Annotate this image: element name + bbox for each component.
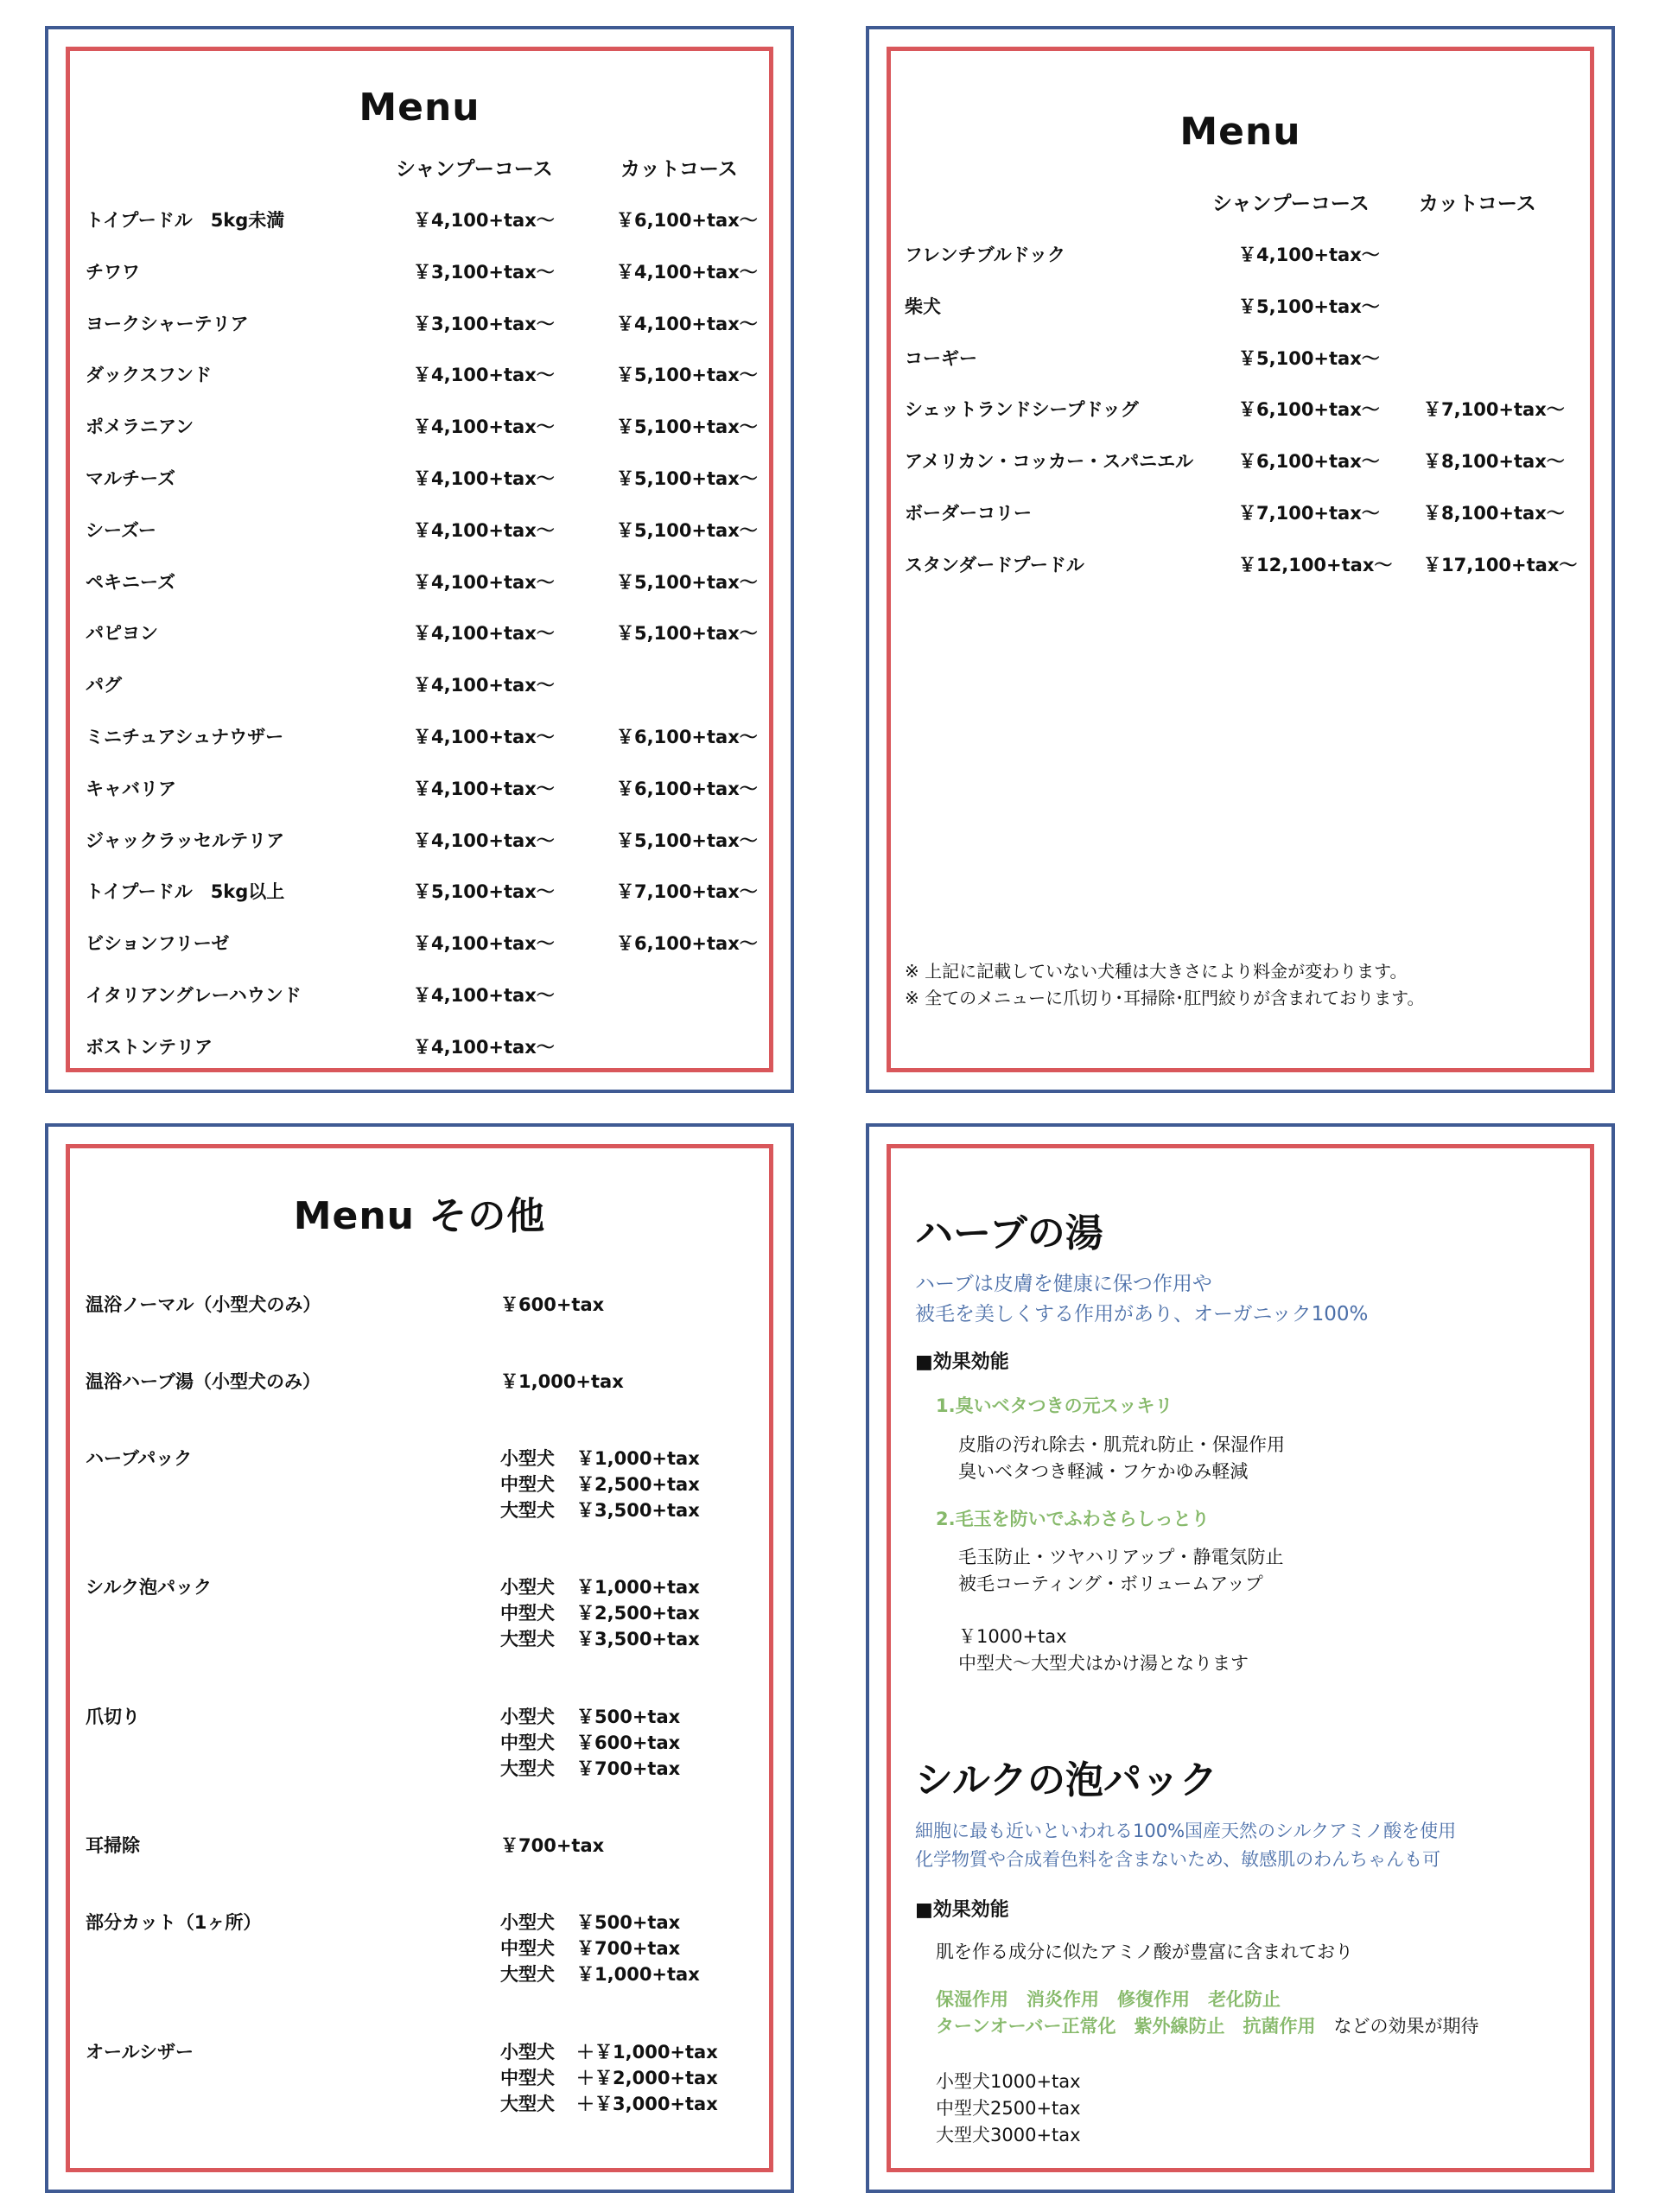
breed-name: ボーダーコリー <box>905 502 1032 524</box>
other-item-price <box>500 1445 700 1522</box>
shampoo-price: ￥4,100+tax～ <box>413 726 555 747</box>
other-item-price <box>500 1573 700 1651</box>
shampoo-price: ￥4,100+tax～ <box>413 416 555 438</box>
tier-price: ￥1,000+tax <box>576 1448 700 1469</box>
size-tier <box>500 2064 718 2090</box>
price-row <box>70 361 769 413</box>
shampoo-price: ￥4,100+tax～ <box>413 467 555 489</box>
other-item-price: ￥600+tax <box>500 1294 605 1315</box>
shampoo-price: ￥4,100+tax～ <box>413 365 555 386</box>
price-row <box>891 396 1590 448</box>
size-label: 中型犬 <box>500 1603 555 1624</box>
shampoo-price: ￥4,100+tax～ <box>413 571 555 593</box>
tier-price: ￥700+tax <box>576 1938 681 1959</box>
cut-price: ￥4,100+tax～ <box>616 313 758 334</box>
cut-price: ￥6,100+tax～ <box>616 933 758 955</box>
shampoo-price: ￥4,100+tax～ <box>413 623 555 645</box>
herb-title: ハーブの湯 <box>915 1211 1103 1255</box>
size-label: 小型犬 <box>500 2042 555 2063</box>
breed-name: トイプードル 5kg未満 <box>86 210 285 231</box>
herb-point-2: 2.毛玉を防いでふわさらしっとり <box>936 1509 1210 1529</box>
shampoo-price: ￥4,100+tax～ <box>413 675 555 696</box>
herb-intro-line: 被毛を美しくする作用があり、オーガニック100% <box>915 1303 1369 1325</box>
tier-price: ￥3,500+tax <box>576 1500 700 1521</box>
size-tier <box>500 1497 700 1522</box>
cut-price: ￥8,100+tax～ <box>1423 502 1565 524</box>
shampoo-price: ￥3,100+tax～ <box>413 261 555 283</box>
other-item-price <box>500 2038 718 2116</box>
price-row <box>70 878 769 930</box>
breed-name: チワワ <box>86 261 140 283</box>
price-row <box>70 569 769 620</box>
size-tier <box>500 2038 718 2064</box>
silk-intro-line: 細胞に最も近いといわれる100%国産天然のシルクアミノ酸を使用 <box>915 1821 1457 1841</box>
cut-course-header: カットコース <box>620 158 738 181</box>
size-label: 中型犬 <box>500 1938 555 1959</box>
silk-intro-line: 化学物質や合成着色料を含まないため、敏感肌のわんちゃんも可 <box>915 1849 1441 1870</box>
price-row <box>70 465 769 517</box>
cut-price: ￥6,100+tax～ <box>616 726 758 747</box>
tier-price: ￥2,500+tax <box>576 1474 700 1495</box>
herb-intro <box>915 1269 1368 1330</box>
size-tier <box>500 1625 700 1651</box>
tier-price: ￥3,500+tax <box>576 1629 700 1649</box>
price-row <box>70 723 769 775</box>
silk-title: シルクの泡パック <box>915 1758 1218 1802</box>
shampoo-price: ￥5,100+tax～ <box>1238 296 1380 317</box>
price-list <box>891 241 1590 603</box>
size-label: 大型犬 <box>500 1964 555 1985</box>
herb-price-line: ￥1000+tax <box>958 1626 1067 1647</box>
size-label: 大型犬 <box>500 1758 555 1779</box>
tier-price: ￥500+tax <box>576 1912 681 1933</box>
price-row <box>891 345 1590 397</box>
shampoo-price: ￥4,100+tax～ <box>413 1036 555 1058</box>
shampoo-price: ￥4,100+tax～ <box>413 830 555 851</box>
breed-name: ペキニーズ <box>86 571 175 593</box>
silk-prices <box>936 2069 1081 2149</box>
herb-intro-line: ハーブは皮膚を健康に保つ作用や <box>915 1273 1212 1295</box>
other-item-price: ￥700+tax <box>500 1835 605 1856</box>
price-row <box>891 551 1590 603</box>
shampoo-price: ￥5,100+tax～ <box>1238 347 1380 369</box>
size-label: 小型犬 <box>500 1448 555 1469</box>
size-label: 小型犬 <box>500 1577 555 1598</box>
tier-price: ￥600+tax <box>576 1732 681 1753</box>
other-menu-card-frame <box>66 1144 773 2172</box>
tier-price: ￥700+tax <box>576 1758 681 1779</box>
menu-title: Menu <box>359 86 480 130</box>
silk-price-line: 中型犬2500+tax <box>936 2098 1081 2119</box>
shampoo-price: ￥4,100+tax～ <box>413 778 555 799</box>
silk-effects-suffix: などの効果が期待 <box>1333 2016 1479 2037</box>
price-row <box>70 620 769 671</box>
price-row <box>70 517 769 569</box>
cut-price: ￥5,100+tax～ <box>616 571 758 593</box>
tier-price: ￥1,000+tax <box>576 1577 700 1598</box>
cut-price: ￥5,100+tax～ <box>616 623 758 645</box>
price-row <box>70 775 769 827</box>
cut-price: ￥8,100+tax～ <box>1423 451 1565 473</box>
breed-name: キャバリア <box>86 778 176 799</box>
herb-silk-card-frame <box>887 1144 1594 2172</box>
silk-intro <box>915 1817 1456 1874</box>
menu-card-1-frame <box>66 47 773 1072</box>
price-row <box>70 671 769 723</box>
other-item-name: シルク泡パック <box>86 1577 213 1598</box>
breed-name: パピヨン <box>86 623 158 645</box>
silk-effects-text: 肌を作る成分に似たアミノ酸が豊富に含まれており <box>936 1942 1353 1962</box>
size-tier <box>500 1935 700 1961</box>
silk-price-line: 小型犬1000+tax <box>936 2071 1081 2092</box>
price-row <box>70 982 769 1033</box>
breed-name: スタンダードプードル <box>905 554 1084 575</box>
shampoo-course-header: シャンプーコース <box>396 158 553 181</box>
price-list <box>70 207 769 1072</box>
breed-name: ダックスフンド <box>86 365 212 386</box>
herb-point-2-text <box>958 1544 1284 1598</box>
breed-name: シーズー <box>86 519 156 541</box>
breed-name: ヨークシャーテリア <box>86 313 249 334</box>
price-row <box>891 293 1590 345</box>
shampoo-price: ￥6,100+tax～ <box>1238 399 1380 421</box>
size-label: 大型犬 <box>500 1500 555 1521</box>
other-menu-title: Menu その他 <box>293 1194 546 1238</box>
other-item-price <box>500 1703 680 1781</box>
other-item-price: ￥1,000+tax <box>500 1371 624 1392</box>
other-item-name: オールシザー <box>86 2042 194 2063</box>
tier-price: ＋￥2,000+tax <box>576 2068 718 2088</box>
silk-effects-heading: ■効果効能 <box>915 1899 1009 1921</box>
other-item-name: ハーブパック <box>86 1448 193 1469</box>
other-item-name: 爪切り <box>86 1707 140 1727</box>
silk-effects-green-line: 保湿作用 消炎作用 修復作用 老化防止 <box>936 1989 1281 2010</box>
price-row <box>70 258 769 310</box>
size-label: 中型犬 <box>500 1732 555 1753</box>
price-row <box>891 448 1590 499</box>
herb-point-2-line: 被毛コーティング・ボリュームアップ <box>958 1573 1263 1594</box>
other-item-name: 部分カット（1ヶ所） <box>86 1912 262 1933</box>
breed-name: 柴犬 <box>905 296 941 317</box>
shampoo-price: ￥7,100+tax～ <box>1238 502 1380 524</box>
size-tier <box>500 1445 700 1471</box>
shampoo-price: ￥4,100+tax～ <box>413 210 555 231</box>
breed-name: ビションフリーゼ <box>86 933 230 955</box>
cut-price: ￥5,100+tax～ <box>616 519 758 541</box>
other-item-price <box>500 1909 700 1986</box>
size-tier <box>500 2090 718 2116</box>
price-row <box>70 310 769 362</box>
size-tier <box>500 1471 700 1497</box>
other-item-name: 温浴ノーマル（小型犬のみ） <box>86 1294 321 1315</box>
cut-price: ￥6,100+tax～ <box>616 778 758 799</box>
herb-point-2-line: 毛玉防止・ツヤハリアップ・静電気防止 <box>958 1547 1284 1567</box>
tier-price: ￥2,500+tax <box>576 1603 700 1624</box>
cut-price: ￥6,100+tax～ <box>616 210 758 231</box>
size-label: 中型犬 <box>500 1474 555 1495</box>
cut-price: ￥17,100+tax～ <box>1423 554 1578 575</box>
size-label: 中型犬 <box>500 2068 555 2088</box>
size-tier <box>500 1729 680 1755</box>
shampoo-price: ￥4,100+tax～ <box>1238 245 1380 265</box>
breed-name: トイプードル 5kg以上 <box>86 881 285 903</box>
breed-name: パグ <box>86 675 122 696</box>
shampoo-course-header: シャンプーコース <box>1212 193 1370 215</box>
size-tier <box>500 1599 700 1625</box>
shampoo-price: ￥6,100+tax～ <box>1238 451 1380 473</box>
shampoo-price: ￥4,100+tax～ <box>413 519 555 541</box>
price-row <box>70 827 769 879</box>
other-item-name: 耳掃除 <box>86 1835 140 1856</box>
breed-name: ポメラニアン <box>86 416 194 438</box>
cut-price: ￥5,100+tax～ <box>616 467 758 489</box>
other-item-name: 温浴ハーブ湯（小型犬のみ） <box>86 1371 321 1392</box>
cut-price: ￥5,100+tax～ <box>616 830 758 851</box>
shampoo-price: ￥12,100+tax～ <box>1238 554 1393 575</box>
herb-point-1-line: 皮脂の汚れ除去・肌荒れ防止・保湿作用 <box>958 1434 1285 1455</box>
price-row <box>70 413 769 465</box>
tier-price: ￥1,000+tax <box>576 1964 700 1985</box>
cut-price: ￥7,100+tax～ <box>1423 399 1565 421</box>
silk-effects-list <box>936 1986 1479 2040</box>
menu-title: Menu <box>1179 110 1301 154</box>
menu-card-2-frame <box>887 47 1594 1072</box>
note-line: ※ 上記に記載していない犬種は大きさにより料金が変わります。 <box>905 961 1408 982</box>
herb-silk-card <box>866 1123 1615 2193</box>
price-row <box>891 241 1590 293</box>
shampoo-price: ￥4,100+tax～ <box>413 933 555 955</box>
cut-price: ￥5,100+tax～ <box>616 365 758 386</box>
breed-name: シェットランドシープドッグ <box>905 399 1139 421</box>
size-tier <box>500 1909 700 1935</box>
size-label: 小型犬 <box>500 1912 555 1933</box>
herb-point-1-text <box>958 1432 1285 1485</box>
herb-point-1-line: 臭いベタつき軽減・フケかゆみ軽減 <box>958 1461 1249 1482</box>
shampoo-price: ￥5,100+tax～ <box>413 881 555 903</box>
note-line: ※ 全てのメニューに爪切り･耳掃除･肛門絞りが含まれております。 <box>905 988 1425 1008</box>
other-menu-card <box>45 1123 794 2193</box>
breed-name: イタリアングレーハウンド <box>86 984 302 1006</box>
cut-price: ￥4,100+tax～ <box>616 261 758 283</box>
silk-price-line: 大型犬3000+tax <box>936 2125 1081 2145</box>
price-row <box>70 1033 769 1072</box>
size-tier <box>500 1755 680 1781</box>
silk-effects-green-line: ターンオーバー正常化 紫外線防止 抗菌作用 <box>936 2016 1316 2037</box>
shampoo-price: ￥3,100+tax～ <box>413 313 555 334</box>
herb-effects-heading: ■効果効能 <box>915 1351 1009 1373</box>
size-tier <box>500 1703 680 1729</box>
tier-price: ￥500+tax <box>576 1707 681 1727</box>
herb-price-line: 中型犬～大型犬はかけ湯となります <box>958 1653 1249 1674</box>
tier-price: ＋￥3,000+tax <box>576 2094 718 2114</box>
breed-name: コーギー <box>905 347 977 369</box>
menu-card-1 <box>45 26 794 1093</box>
notes <box>905 958 1425 1012</box>
tier-price: ＋￥1,000+tax <box>576 2042 718 2063</box>
cut-price: ￥5,100+tax～ <box>616 416 758 438</box>
price-row <box>70 207 769 258</box>
breed-name: マルチーズ <box>86 467 175 489</box>
breed-name: ミニチュアシュナウザー <box>86 726 284 747</box>
shampoo-price: ￥4,100+tax～ <box>413 984 555 1006</box>
herb-point-1: 1.臭いベタつきの元スッキリ <box>936 1395 1173 1416</box>
price-row <box>70 930 769 982</box>
cut-course-header: カットコース <box>1419 193 1536 215</box>
breed-name: ジャックラッセルテリア <box>86 830 285 851</box>
size-tier <box>500 1961 700 1986</box>
breed-name: ボストンテリア <box>86 1036 213 1058</box>
price-row <box>891 499 1590 551</box>
size-label: 大型犬 <box>500 2094 555 2114</box>
breed-name: フレンチブルドック <box>905 245 1065 265</box>
cut-price: ￥7,100+tax～ <box>616 881 758 903</box>
size-label: 小型犬 <box>500 1707 555 1727</box>
breed-name: アメリカン・コッカー・スパニエル <box>905 451 1194 473</box>
size-label: 大型犬 <box>500 1629 555 1649</box>
size-tier <box>500 1573 700 1599</box>
menu-card-2 <box>866 26 1615 1093</box>
herb-price <box>958 1624 1249 1677</box>
